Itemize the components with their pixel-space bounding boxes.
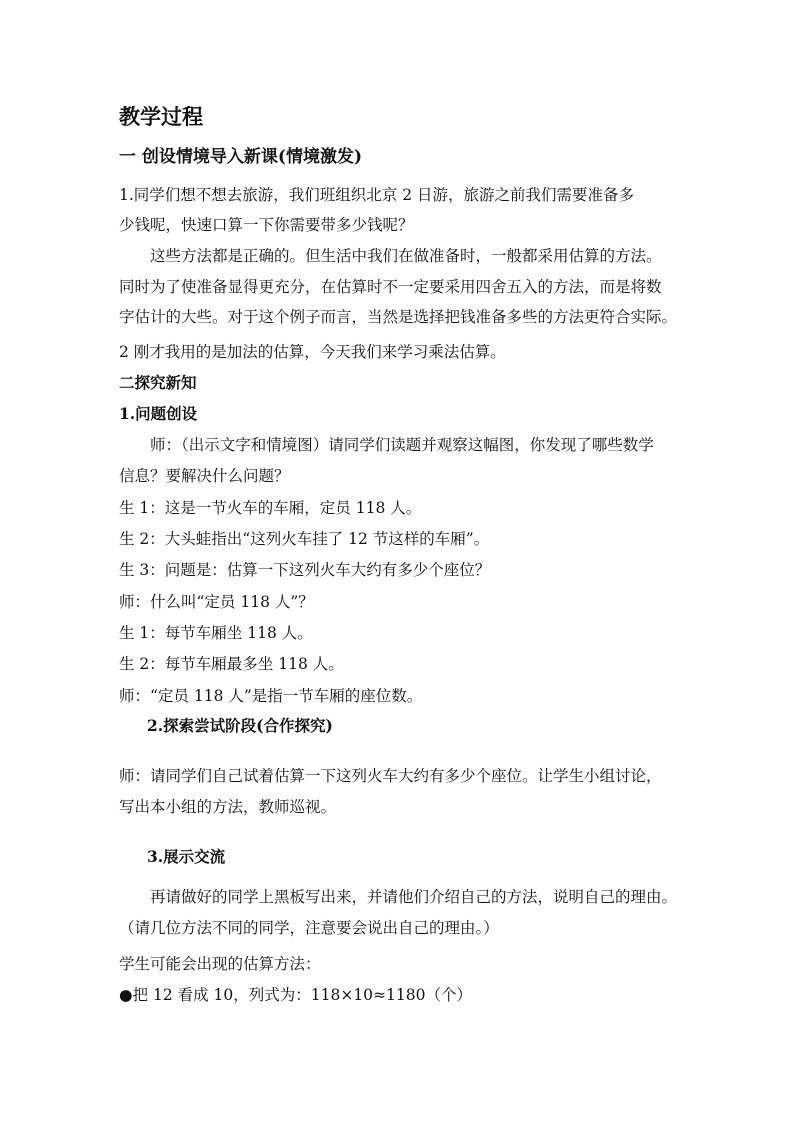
paragraph-line: 1.同学们想不想去旅游，我们班组织北京 2 日游，旅游之前我们需要准备多 — [119, 186, 635, 204]
section-heading-2: 二探究新知 — [119, 373, 197, 392]
bullet-item: ●把 12 看成 10，列式为：118×10≈1180（个） — [119, 986, 472, 1004]
dialog-line: 师：“定员 118 人”是指一节车厢的座位数。 — [119, 687, 423, 705]
dialog-line: 生 3：问题是：估算一下这列火车大约有多少个座位？ — [119, 561, 491, 579]
page-title: 教学过程 — [119, 104, 203, 129]
paragraph-line: 师：（出示文字和情境图）请同学们读题并观察这幅图，你发现了哪些数学 — [119, 436, 654, 454]
paragraph-line: 同时为了使准备显得更充分，在估算时不一定要采用四舍五入的方法，而是将数 — [119, 278, 662, 296]
subheading-share: 3.展示交流 — [147, 847, 226, 866]
paragraph-line: 写出本小组的方法，教师巡视。 — [119, 798, 337, 816]
dialog-line: 生 1：这是一节火车的车厢，定员 118 人。 — [119, 499, 422, 517]
paragraph-line: 再请做好的同学上黑板写出来，并请他们介绍自己的方法，说明自己的理由。 — [119, 888, 678, 906]
paragraph-line: 少钱呢，快速口算一下你需要带多少钱呢？ — [119, 216, 414, 234]
dialog-line: 生 2：每节车厢最多坐 118 人。 — [119, 655, 344, 673]
paragraph-line: 这些方法都是正确的。但生活中我们在做准备时，一般都采用估算的方法。 — [119, 247, 662, 265]
dialog-line: 师：什么叫“定员 118 人”？ — [119, 593, 314, 611]
subheading-explore: 2.探索尝试阶段(合作探究) — [147, 716, 333, 735]
section-heading-1: 一 创设情境导入新课(情境激发) — [119, 147, 363, 167]
dialog-line: 生 1：每节车厢坐 118 人。 — [119, 624, 313, 642]
paragraph-line: 2 刚才我用的是加法的估算，今天我们来学习乘法估算。 — [119, 343, 506, 361]
paragraph-line: （请几位方法不同的同学，注意要会说出自己的理由。） — [119, 919, 499, 937]
subheading-problem: 1.问题创设 — [119, 404, 198, 423]
paragraph-line: 字估计的大些。对于这个例子而言，当然是选择把钱准备多些的方法更符合实际。 — [119, 308, 678, 326]
paragraph-line: 师：请同学们自己试着估算一下这列火车大约有多少个座位。让学生小组讨论， — [119, 767, 662, 785]
paragraph-line: 信息？要解决什么问题？ — [119, 467, 290, 485]
paragraph-line: 学生可能会出现的估算方法： — [119, 955, 321, 973]
dialog-line: 生 2：大头蛙指出“这列火车挂了 12 节这样的车厢”。 — [119, 530, 490, 548]
